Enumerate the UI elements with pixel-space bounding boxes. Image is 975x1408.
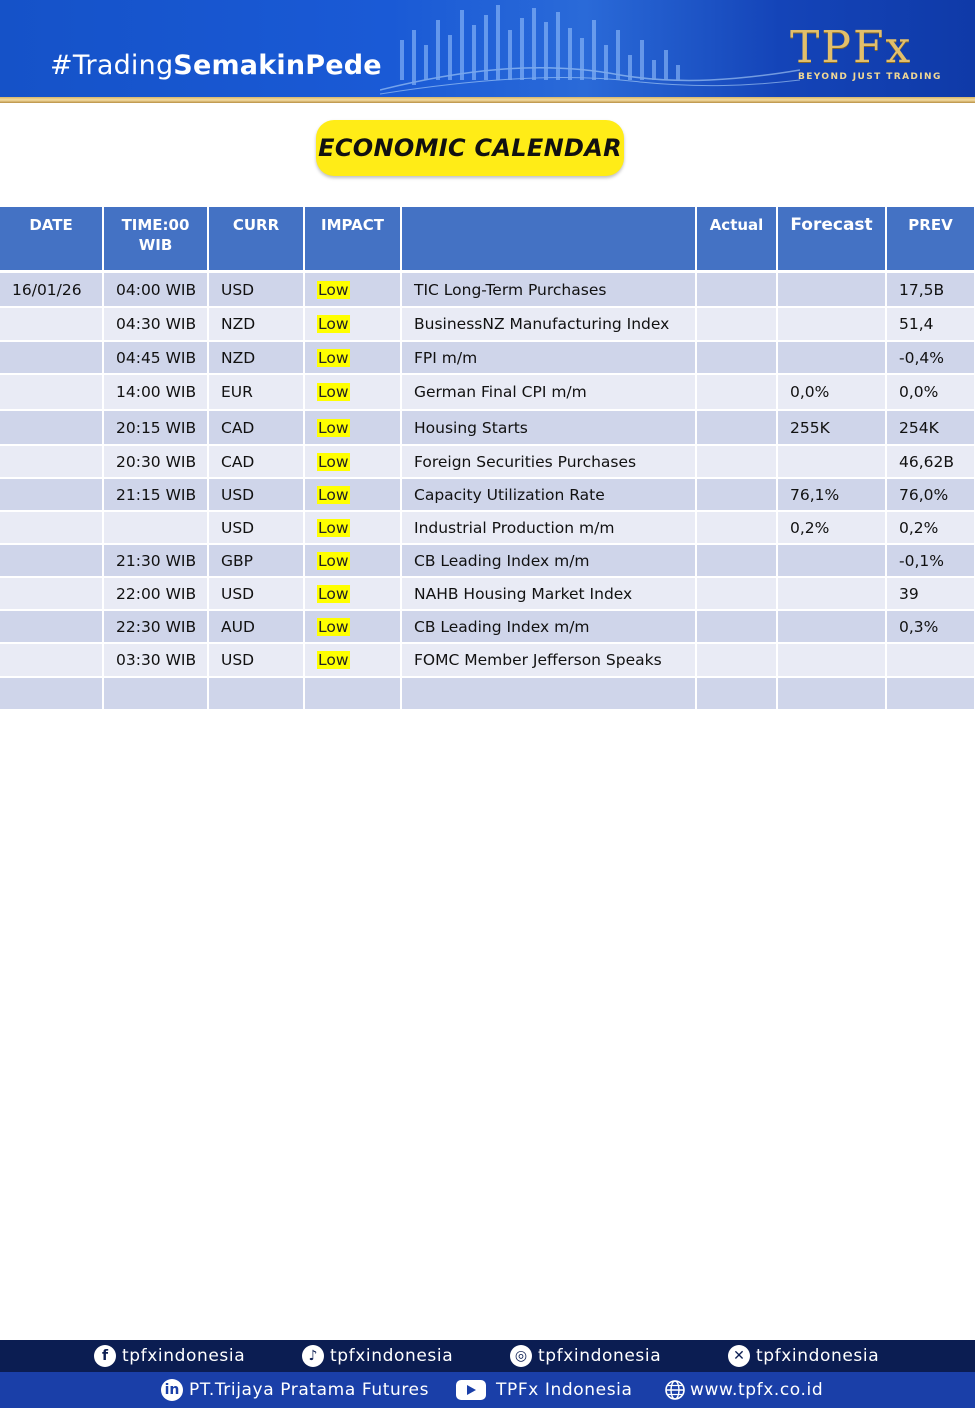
cell-time: 03:30 WIB bbox=[103, 643, 208, 677]
impact-badge: Low bbox=[318, 348, 349, 367]
cell-time: 04:30 WIB bbox=[103, 307, 208, 341]
header-forecast: Forecast bbox=[777, 207, 886, 271]
cell-forecast: 76,1% bbox=[777, 478, 886, 511]
cell-impact bbox=[304, 445, 401, 478]
table-row bbox=[0, 677, 975, 710]
cell-forecast: 0,0% bbox=[777, 374, 886, 410]
cell-event: German Final CPI m/m bbox=[401, 374, 696, 410]
cell-date bbox=[0, 511, 103, 544]
cell-event: TIC Long-Term Purchases bbox=[401, 273, 696, 307]
cell-prev: 39 bbox=[886, 577, 975, 610]
logo-text: TPFx bbox=[790, 22, 913, 73]
cell-forecast bbox=[777, 273, 886, 307]
cell-impact bbox=[304, 610, 401, 643]
hashtag-light: #Trading bbox=[50, 50, 174, 81]
cell-date: 16/01/26 bbox=[0, 273, 103, 307]
cell-event: CB Leading Index m/m bbox=[401, 544, 696, 577]
title-badge bbox=[316, 120, 624, 176]
youtube-icon bbox=[456, 1380, 486, 1400]
cell-actual bbox=[696, 677, 777, 710]
x-icon: ✕ bbox=[728, 1345, 750, 1367]
cell-actual bbox=[696, 478, 777, 511]
cell-prev: 0,2% bbox=[886, 511, 975, 544]
cell-date bbox=[0, 410, 103, 445]
hashtag-bold: SemakinPede bbox=[173, 50, 382, 81]
impact-badge: Low bbox=[318, 383, 349, 401]
cell-actual bbox=[696, 445, 777, 478]
cell-forecast bbox=[777, 307, 886, 341]
cell-time: 21:30 WIB bbox=[103, 544, 208, 577]
impact-badge: Low bbox=[318, 617, 349, 636]
cell-date bbox=[0, 341, 103, 374]
cell-forecast bbox=[777, 577, 886, 610]
cell-impact bbox=[304, 577, 401, 610]
cell-event: FOMC Member Jefferson Speaks bbox=[401, 643, 696, 677]
cell-prev bbox=[886, 643, 975, 677]
cell-impact bbox=[304, 374, 401, 410]
tiktok-icon: ♪ bbox=[302, 1345, 324, 1367]
cell-time: 14:00 WIB bbox=[103, 374, 208, 410]
cell-forecast: 255K bbox=[777, 410, 886, 445]
table-body bbox=[0, 273, 975, 710]
impact-badge: Low bbox=[318, 280, 349, 299]
cell-time: 22:00 WIB bbox=[103, 577, 208, 610]
cell-prev: 17,5B bbox=[886, 273, 975, 307]
cell-curr: USD bbox=[208, 643, 304, 677]
cell-time bbox=[103, 511, 208, 544]
impact-badge: Low bbox=[318, 551, 349, 570]
linkedin-icon: in bbox=[161, 1379, 183, 1401]
cell-time: 20:15 WIB bbox=[103, 410, 208, 445]
table-row bbox=[0, 577, 975, 610]
cell-actual bbox=[696, 374, 777, 410]
cell-date bbox=[0, 544, 103, 577]
cell-actual bbox=[696, 544, 777, 577]
header-banner bbox=[0, 0, 975, 97]
social-tiktok[interactable] bbox=[302, 1345, 453, 1367]
tpfx-logo bbox=[790, 22, 942, 82]
cell-actual bbox=[696, 643, 777, 677]
cell-impact bbox=[304, 677, 401, 710]
cell-impact bbox=[304, 410, 401, 445]
cell-event: Industrial Production m/m bbox=[401, 511, 696, 544]
cell-prev: 0,0% bbox=[886, 374, 975, 410]
cell-event: CB Leading Index m/m bbox=[401, 610, 696, 643]
cell-prev: 51,4 bbox=[886, 307, 975, 341]
cell-curr: USD bbox=[208, 273, 304, 307]
cell-forecast bbox=[777, 544, 886, 577]
table-row bbox=[0, 511, 975, 544]
cell-event: NAHB Housing Market Index bbox=[401, 577, 696, 610]
header-time bbox=[103, 207, 208, 271]
impact-badge: Low bbox=[318, 485, 349, 504]
cell-curr: GBP bbox=[208, 544, 304, 577]
cell-event: Foreign Securities Purchases bbox=[401, 445, 696, 478]
cell-curr: CAD bbox=[208, 410, 304, 445]
cell-actual bbox=[696, 307, 777, 341]
cell-event: FPI m/m bbox=[401, 341, 696, 374]
cell-curr: NZD bbox=[208, 307, 304, 341]
cell-curr bbox=[208, 677, 304, 710]
table-row bbox=[0, 478, 975, 511]
impact-badge: Low bbox=[318, 584, 349, 603]
cell-forecast bbox=[777, 341, 886, 374]
impact-badge: Low bbox=[318, 452, 349, 471]
cell-impact bbox=[304, 478, 401, 511]
cell-event: BusinessNZ Manufacturing Index bbox=[401, 307, 696, 341]
table-row bbox=[0, 610, 975, 643]
x-handle: tpfxindonesia bbox=[756, 1346, 880, 1366]
cell-event bbox=[401, 677, 696, 710]
cell-date bbox=[0, 445, 103, 478]
cell-time: 20:30 WIB bbox=[103, 445, 208, 478]
cell-actual bbox=[696, 511, 777, 544]
page-title: ECONOMIC CALENDAR bbox=[318, 134, 622, 162]
footer-contact-bar bbox=[0, 1372, 975, 1408]
cell-time: 04:45 WIB bbox=[103, 341, 208, 374]
cell-actual bbox=[696, 577, 777, 610]
website-url: www.tpfx.co.id bbox=[690, 1380, 824, 1400]
instagram-handle: tpfxindonesia bbox=[538, 1346, 662, 1366]
header-time-line1: TIME:00 bbox=[121, 216, 190, 234]
facebook-handle: tpfxindonesia bbox=[122, 1346, 246, 1366]
table-row bbox=[0, 374, 975, 410]
impact-badge: Low bbox=[318, 418, 349, 437]
cell-date bbox=[0, 307, 103, 341]
cell-curr: USD bbox=[208, 511, 304, 544]
impact-badge: Low bbox=[318, 518, 349, 537]
table-row bbox=[0, 341, 975, 374]
cell-prev: -0,1% bbox=[886, 544, 975, 577]
cell-date bbox=[0, 677, 103, 710]
youtube-name: TPFx Indonesia bbox=[496, 1380, 633, 1400]
cell-prev: 0,3% bbox=[886, 610, 975, 643]
cell-impact bbox=[304, 643, 401, 677]
header-actual: Actual bbox=[696, 207, 777, 271]
header-time-line2: WIB bbox=[138, 236, 173, 254]
cell-time: 21:15 WIB bbox=[103, 478, 208, 511]
table-row bbox=[0, 445, 975, 478]
logo-tagline: BEYOND JUST TRADING bbox=[798, 72, 942, 82]
cell-forecast bbox=[777, 677, 886, 710]
cell-impact bbox=[304, 307, 401, 341]
impact-badge: Low bbox=[318, 315, 349, 333]
cell-event: Housing Starts bbox=[401, 410, 696, 445]
cell-impact bbox=[304, 273, 401, 307]
header-prev: PREV bbox=[886, 207, 975, 271]
cell-time: 04:00 WIB bbox=[103, 273, 208, 307]
table-row bbox=[0, 544, 975, 577]
cell-impact bbox=[304, 341, 401, 374]
cell-date bbox=[0, 577, 103, 610]
tiktok-handle: tpfxindonesia bbox=[330, 1346, 454, 1366]
header-gold-divider bbox=[0, 97, 975, 103]
header-curr: CURR bbox=[208, 207, 304, 271]
cell-time bbox=[103, 677, 208, 710]
cell-forecast: 0,2% bbox=[777, 511, 886, 544]
hashtag-slogan bbox=[50, 50, 382, 81]
cell-forecast bbox=[777, 445, 886, 478]
social-youtube[interactable] bbox=[456, 1380, 633, 1400]
cell-impact bbox=[304, 544, 401, 577]
footer-social-bar bbox=[0, 1340, 975, 1372]
cell-prev: 76,0% bbox=[886, 478, 975, 511]
cell-forecast bbox=[777, 610, 886, 643]
cell-prev: 254K bbox=[886, 410, 975, 445]
social-website[interactable] bbox=[664, 1379, 823, 1401]
cell-date bbox=[0, 643, 103, 677]
cell-date bbox=[0, 374, 103, 410]
cell-curr: AUD bbox=[208, 610, 304, 643]
cell-prev: -0,4% bbox=[886, 341, 975, 374]
cell-curr: NZD bbox=[208, 341, 304, 374]
social-x[interactable] bbox=[728, 1345, 879, 1367]
facebook-icon: f bbox=[94, 1345, 116, 1367]
cell-event: Capacity Utilization Rate bbox=[401, 478, 696, 511]
cell-curr: CAD bbox=[208, 445, 304, 478]
cell-prev bbox=[886, 677, 975, 710]
cell-impact bbox=[304, 511, 401, 544]
social-linkedin[interactable] bbox=[161, 1379, 429, 1401]
cell-time: 22:30 WIB bbox=[103, 610, 208, 643]
impact-badge: Low bbox=[318, 651, 349, 669]
header-date: DATE bbox=[0, 207, 103, 271]
cell-curr: USD bbox=[208, 478, 304, 511]
cell-prev: 46,62B bbox=[886, 445, 975, 478]
cell-date bbox=[0, 478, 103, 511]
header-impact: IMPACT bbox=[304, 207, 401, 271]
cell-date bbox=[0, 610, 103, 643]
cell-actual bbox=[696, 410, 777, 445]
social-facebook[interactable] bbox=[94, 1345, 245, 1367]
header-event bbox=[401, 207, 696, 271]
table-row bbox=[0, 410, 975, 445]
candlestick-decoration bbox=[380, 0, 800, 97]
linkedin-name: PT.Trijaya Pratama Futures bbox=[189, 1380, 430, 1400]
cell-curr: EUR bbox=[208, 374, 304, 410]
table-header-row bbox=[0, 207, 975, 271]
globe-icon bbox=[664, 1379, 686, 1401]
table-row bbox=[0, 273, 975, 307]
cell-actual bbox=[696, 341, 777, 374]
cell-actual bbox=[696, 273, 777, 307]
cell-curr: USD bbox=[208, 577, 304, 610]
cell-forecast bbox=[777, 643, 886, 677]
instagram-icon: ◎ bbox=[510, 1345, 532, 1367]
cell-actual bbox=[696, 610, 777, 643]
table-row bbox=[0, 307, 975, 341]
social-instagram[interactable] bbox=[510, 1345, 661, 1367]
economic-calendar-table bbox=[0, 207, 975, 711]
table-row bbox=[0, 643, 975, 677]
